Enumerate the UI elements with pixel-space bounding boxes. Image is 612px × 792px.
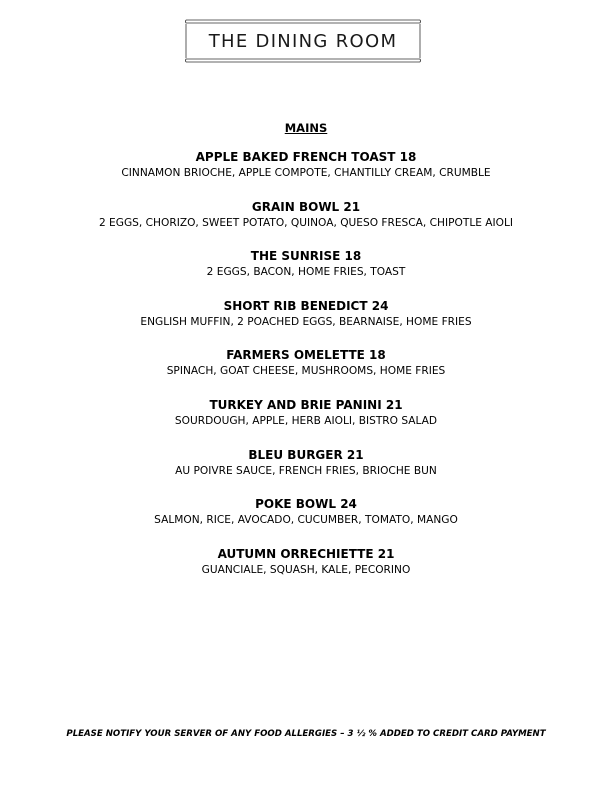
menu-item — [0, 446, 612, 496]
menu-item-name: THE SUNRISE 18 — [250, 249, 362, 264]
allergy-notice: PLEASE NOTIFY YOUR SERVER OF ANY FOOD ALLERGIES – 3 ½ % ADDED TO CREDIT CARD PAYMENT — [66, 729, 546, 739]
menu-item — [0, 495, 612, 545]
logo-text: THE DINING ROOM — [208, 31, 398, 52]
menu-item — [0, 346, 612, 396]
menu-item-description: AU POIVRE SAUCE, FRENCH FRIES, BRIOCHE BUN — [175, 464, 437, 477]
menu-item-description: SOURDOUGH, APPLE, HERB AIOLI, BISTRO SALAD — [174, 414, 438, 427]
menu-item-name: TURKEY AND BRIE PANINI 21 — [209, 397, 403, 412]
menu-item-description: CINNAMON BRIOCHE, APPLE COMPOTE, CHANTILLY CREAM, CRUMBLE — [121, 167, 491, 179]
menu-item — [0, 297, 612, 347]
section-title: MAINS — [284, 121, 328, 135]
menu-item — [0, 545, 612, 595]
menu-item-description: SPINACH, GOAT CHEESE, MUSHROOMS, HOME FRIES — [166, 365, 446, 378]
menu-section — [0, 120, 612, 594]
menu-item-name: POKE BOWL 24 — [255, 497, 357, 512]
menu-item — [0, 198, 612, 248]
menu-item-name: FARMERS OMELETTE 18 — [226, 348, 386, 363]
menu-item — [0, 247, 612, 297]
menu-item-description: SALMON, RICE, AVOCADO, CUCUMBER, TOMATO, MANGO — [154, 514, 458, 527]
menu-item-description: 2 EGGS, CHORIZO, SWEET POTATO, QUINOA, QUESO FRESCA, CHIPOTLE AIOLI — [98, 216, 514, 229]
menu-item-name: BLEU BURGER 21 — [248, 447, 364, 462]
menu-item — [0, 148, 612, 198]
menu-item-description: 2 EGGS, BACON, HOME FRIES, TOAST — [206, 266, 406, 279]
menu-item-name: APPLE BAKED FRENCH TOAST 18 — [195, 150, 417, 164]
menu-item-name: SHORT RIB BENEDICT 24 — [223, 298, 389, 313]
menu-item-description: GUANCIALE, SQUASH, KALE, PECORINO — [201, 563, 411, 576]
menu-item-name: AUTUMN ORRECHIETTE 21 — [217, 546, 395, 561]
menu-item-description: ENGLISH MUFFIN, 2 POACHED EGGS, BEARNAISE, HOME FRIES — [140, 315, 472, 328]
menu-item — [0, 396, 612, 446]
restaurant-logo — [184, 16, 422, 66]
menu-item-name: GRAIN BOWL 21 — [251, 199, 361, 214]
